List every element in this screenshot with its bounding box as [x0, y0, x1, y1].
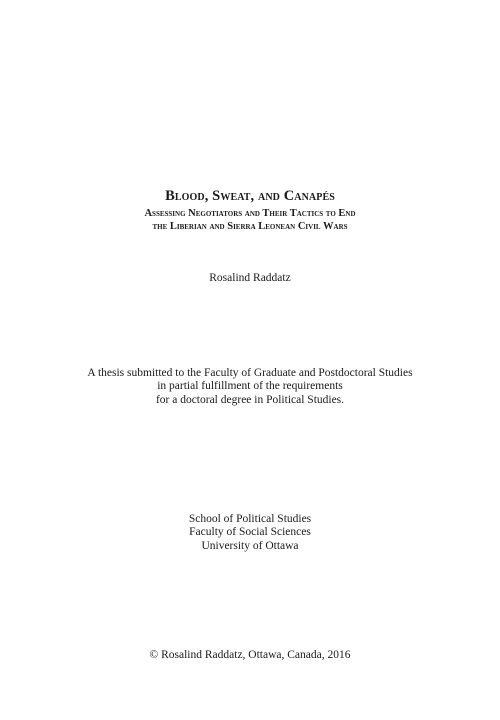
thesis-subtitle-line-1: Assessing Negotiators and Their Tactics to End: [144, 208, 356, 219]
author-name: Rosalind Raddatz: [209, 272, 291, 284]
copyright-notice: © Rosalind Raddatz, Ottawa, Canada, 2016: [149, 649, 351, 661]
affiliation-school: School of Political Studies: [188, 513, 312, 525]
thesis-subtitle-line-2: the Liberian and Sierra Leonean Civil Wars: [152, 220, 348, 232]
author-block: [0, 271, 500, 285]
affiliation-university: University of Ottawa: [201, 539, 299, 552]
thesis-title: Blood, Sweat, and Canapés: [165, 188, 335, 204]
affiliation-faculty: Faculty of Social Sciences: [189, 526, 311, 539]
thesis-title-block: [0, 187, 500, 205]
affiliation-block: [0, 513, 500, 553]
thesis-subtitle-block: [0, 208, 500, 233]
thesis-statement-line-2: in partial fulfillment of the requirements: [157, 380, 343, 393]
thesis-statement-line-1: A thesis submitted to the Faculty of Graduate and Postdoctoral Studies: [87, 367, 413, 379]
thesis-statement-block: [0, 367, 500, 407]
thesis-statement-line-3: for a doctoral degree in Political Studies.: [155, 393, 345, 406]
copyright-block: [0, 648, 500, 662]
